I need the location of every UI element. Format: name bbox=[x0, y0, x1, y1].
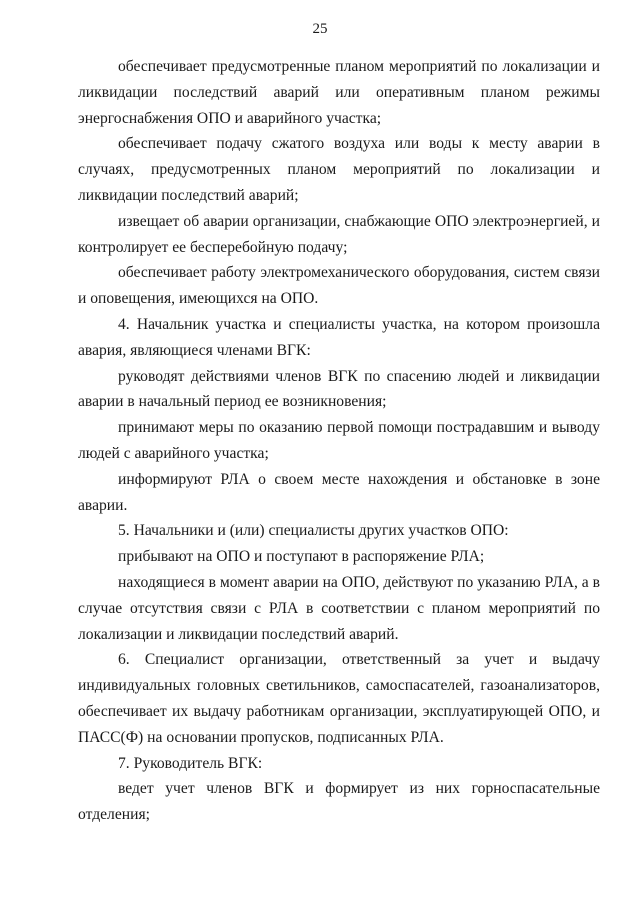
paragraph: руководят действиями членов ВГК по спасению людей и ликвидации аварии в начальный период ее возникновения; bbox=[78, 367, 600, 411]
paragraph: находящиеся в момент аварии на ОПО, действуют по указанию РЛА, а в случае отсутствия связи с РЛА в соответствии с планом мероприятий по локализации и ликвидации последствий аварий. bbox=[78, 573, 600, 643]
paragraph: обеспечивает подачу сжатого воздуха или воды к месту аварии в случаях, предусмотренных планом мероприятий по локализации и ликвидации последствий аварий; bbox=[78, 135, 600, 204]
paragraph: обеспечивает работу электромеханического оборудования, систем связи и оповещения, имеющихся на ОПО. bbox=[78, 264, 600, 308]
paragraph: прибывают на ОПО и поступают в распоряжение РЛА; bbox=[118, 548, 485, 566]
paragraph: ведет учет членов ВГК и формирует из них горноспасательные отделения; bbox=[78, 780, 600, 824]
paragraph: 7. Руководитель ВГК: bbox=[118, 754, 263, 772]
paragraph: обеспечивает предусмотренные планом мероприятий по локализации и ликвидации последствий аварий или оперативным планом режимы энергоснабжения ОПО и аварийного участка; bbox=[78, 58, 600, 127]
paragraph: извещает об аварии организации, снабжающие ОПО электроэнергией, и контролирует ее бесперебойную подачу; bbox=[78, 212, 600, 256]
paragraph: 6. Специалист организации, ответственный за учет и выдачу индивидуальных головных светильников, самоспасателей, газоанализаторов, обеспечивает их выдачу работникам организации, эксплуатирующей ОПО, и ПАСС(Ф) на основании пропусков, подписанных РЛА. bbox=[78, 651, 600, 746]
paragraph: информируют РЛА о своем месте нахождения и обстановке в зоне аварии. bbox=[78, 470, 600, 514]
paragraph: 5. Начальники и (или) специалисты других участков ОПО: bbox=[118, 522, 509, 540]
page-number: 25 bbox=[312, 21, 328, 37]
paragraph: принимают меры по оказанию первой помощи пострадавшим и выводу людей с аварийного участка; bbox=[78, 419, 600, 462]
document-body bbox=[78, 54, 600, 828]
paragraph: 4. Начальник участка и специалисты участка, на котором произошла авария, являющиеся членами ВГК: bbox=[78, 315, 600, 359]
